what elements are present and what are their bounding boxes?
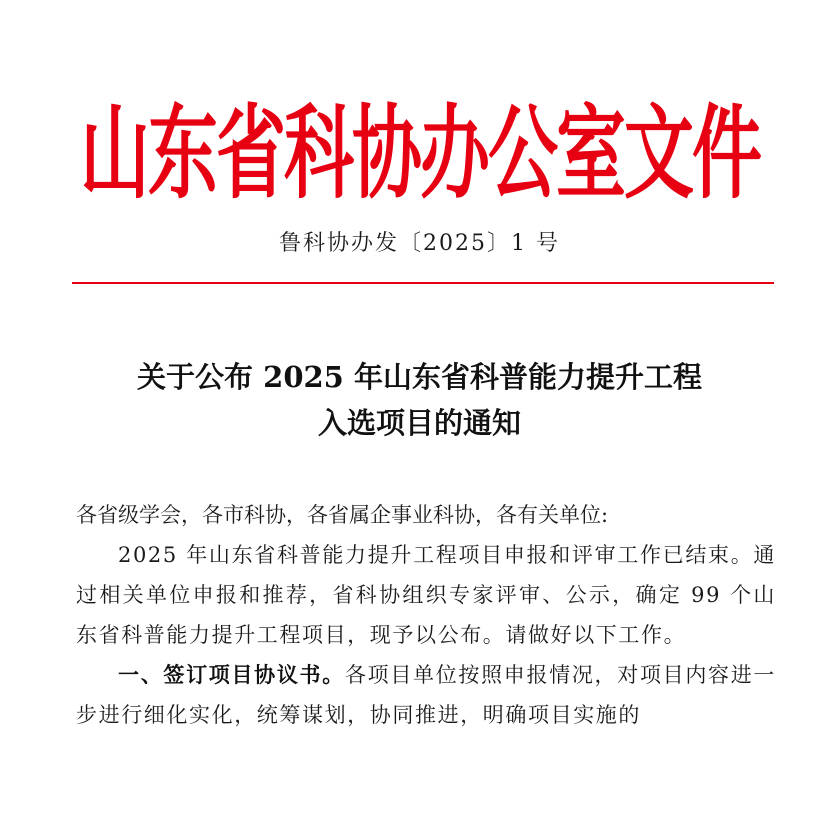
paragraph-intro: 2025 年山东省科普能力提升工程项目申报和评审工作已结束。通过相关单位申报和推荐，省科协组织专家评审、公示，确定 99 个山东省科普能力提升工程项目，现予以公布。请做好以下工作。: [76, 543, 776, 647]
document-masthead: 山东省科协办公室文件: [80, 92, 760, 213]
section-heading-1: 一、签订项目协议书。: [118, 662, 345, 687]
paragraph-section-1: [76, 655, 776, 735]
title-line-2: 入选项目的通知: [317, 406, 521, 440]
section-text-1: 各项目单位按照申报情况，对项目内容进一步进行细化实化，统筹谋划，协同推进，明确项目实施的: [76, 663, 777, 727]
document-title: [40, 354, 799, 446]
document-number: 鲁科协办发〔2025〕1 号: [279, 231, 560, 256]
salutation: 各省级学会，各市科协，各省属企事业科协，各有关单位:: [76, 503, 609, 527]
title-line-1: 关于公布 2025 年山东省科普能力提升工程: [137, 360, 702, 394]
red-divider-line: [72, 282, 774, 284]
document-body: [76, 495, 776, 735]
